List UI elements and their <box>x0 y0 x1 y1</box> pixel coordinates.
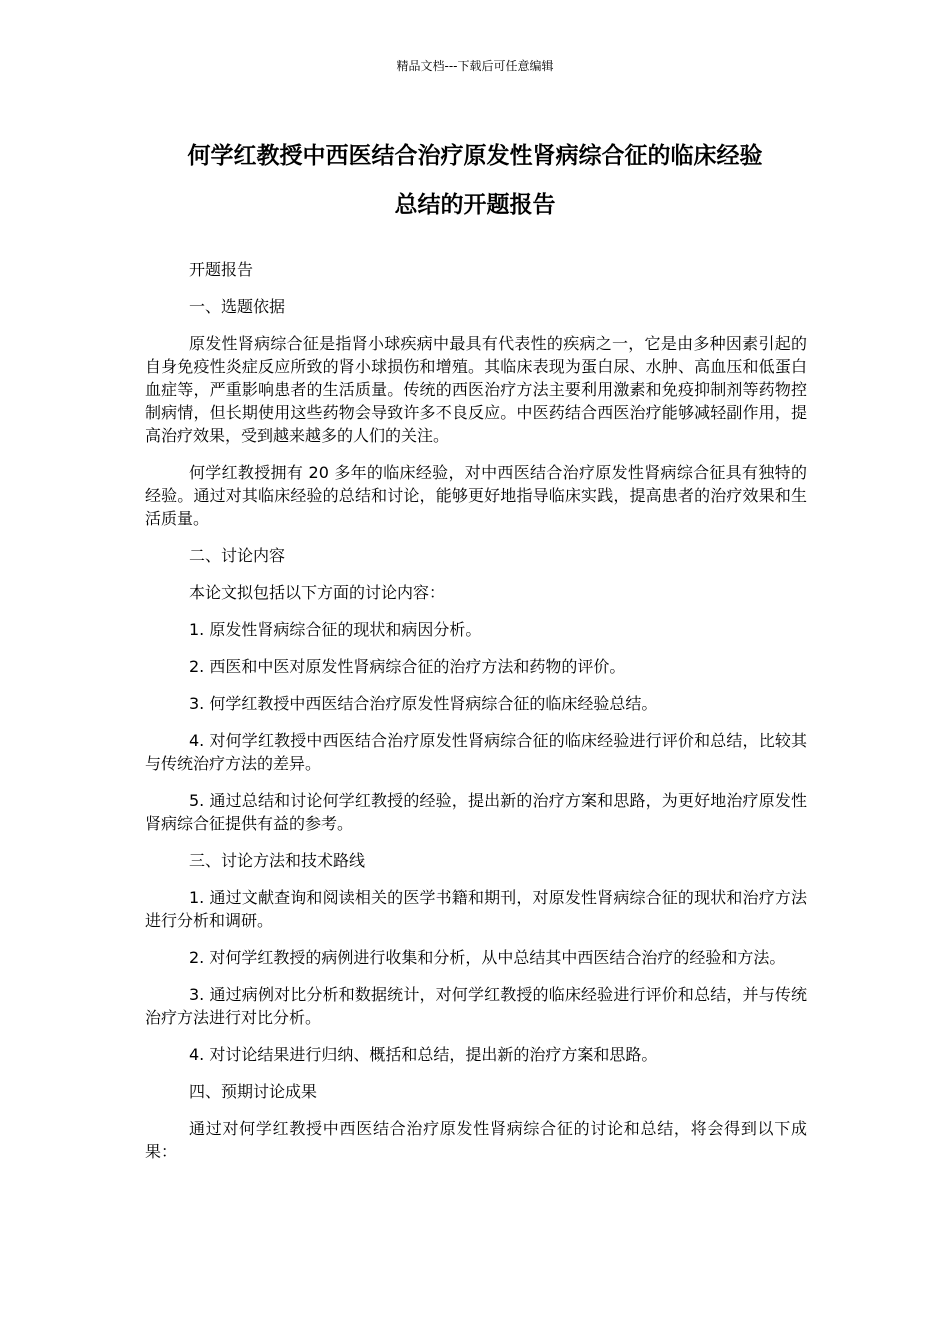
document-title-line-1: 何学红教授中西医结合治疗原发性肾病综合征的临床经验 <box>187 143 763 169</box>
heading-proposal: 开题报告 <box>189 260 254 279</box>
body-paragraph: 通过对何学红教授中西医结合治疗原发性肾病综合征的讨论和总结，将会得到以下成果： <box>145 1119 807 1161</box>
list-item: 1. 通过文献查询和阅读相关的医学书籍和期刊，对原发性肾病综合征的现状和治疗方法进行分析和调研。 <box>145 888 807 930</box>
list-item: 3. 通过病例对比分析和数据统计，对何学红教授的临床经验进行评价和总结，并与传统治疗方法进行对比分析。 <box>145 985 807 1027</box>
list-item: 2. 对何学红教授的病例进行收集和分析，从中总结其中西医结合治疗的经验和方法。 <box>189 948 786 967</box>
list-item: 4. 对何学红教授中西医结合治疗原发性肾病综合征的临床经验进行评价和总结，比较其与传统治疗方法的差异。 <box>145 731 807 773</box>
body-paragraph: 原发性肾病综合征是指肾小球疾病中最具有代表性的疾病之一，它是由多种因素引起的自身免疫性炎症反应所致的肾小球损伤和增殖。其临床表现为蛋白尿、水肿、高血压和低蛋白血症等，严重影响患者的生活质量。传统的西医治疗方法主要利用激素和免疫抑制剂等药物控制病情，但长期使用这些药物会导致许多不良反应。中医药结合西医治疗能够减轻副作用，提高治疗效果，受到越来越多的人们的关注。 <box>145 334 807 445</box>
document-title-line-2: 总结的开题报告 <box>394 192 556 218</box>
section-heading-4: 四、预期讨论成果 <box>189 1082 318 1101</box>
page-header-note: 精品文档---下载后可任意编辑 <box>396 59 554 73</box>
section-heading-3: 三、讨论方法和技术路线 <box>189 851 366 870</box>
section-heading-2: 二、讨论内容 <box>189 546 286 565</box>
document-body <box>145 258 807 1177</box>
list-item: 4. 对讨论结果进行归纳、概括和总结，提出新的治疗方案和思路。 <box>189 1045 658 1064</box>
list-item: 1. 原发性肾病综合征的现状和病因分析。 <box>189 620 482 639</box>
body-paragraph: 何学红教授拥有 20 多年的临床经验，对中西医结合治疗原发性肾病综合征具有独特的经验。通过对其临床经验的总结和讨论，能够更好地指导临床实践，提高患者的治疗效果和生活质量。 <box>145 463 807 528</box>
list-item: 3. 何学红教授中西医结合治疗原发性肾病综合征的临床经验总结。 <box>189 694 658 713</box>
list-item: 5. 通过总结和讨论何学红教授的经验，提出新的治疗方案和思路，为更好地治疗原发性肾病综合征提供有益的参考。 <box>145 791 807 833</box>
section-heading-1: 一、选题依据 <box>189 297 286 316</box>
list-item: 2. 西医和中医对原发性肾病综合征的治疗方法和药物的评价。 <box>189 657 626 676</box>
document-title <box>140 132 810 230</box>
body-paragraph: 本论文拟包括以下方面的讨论内容： <box>189 583 446 602</box>
